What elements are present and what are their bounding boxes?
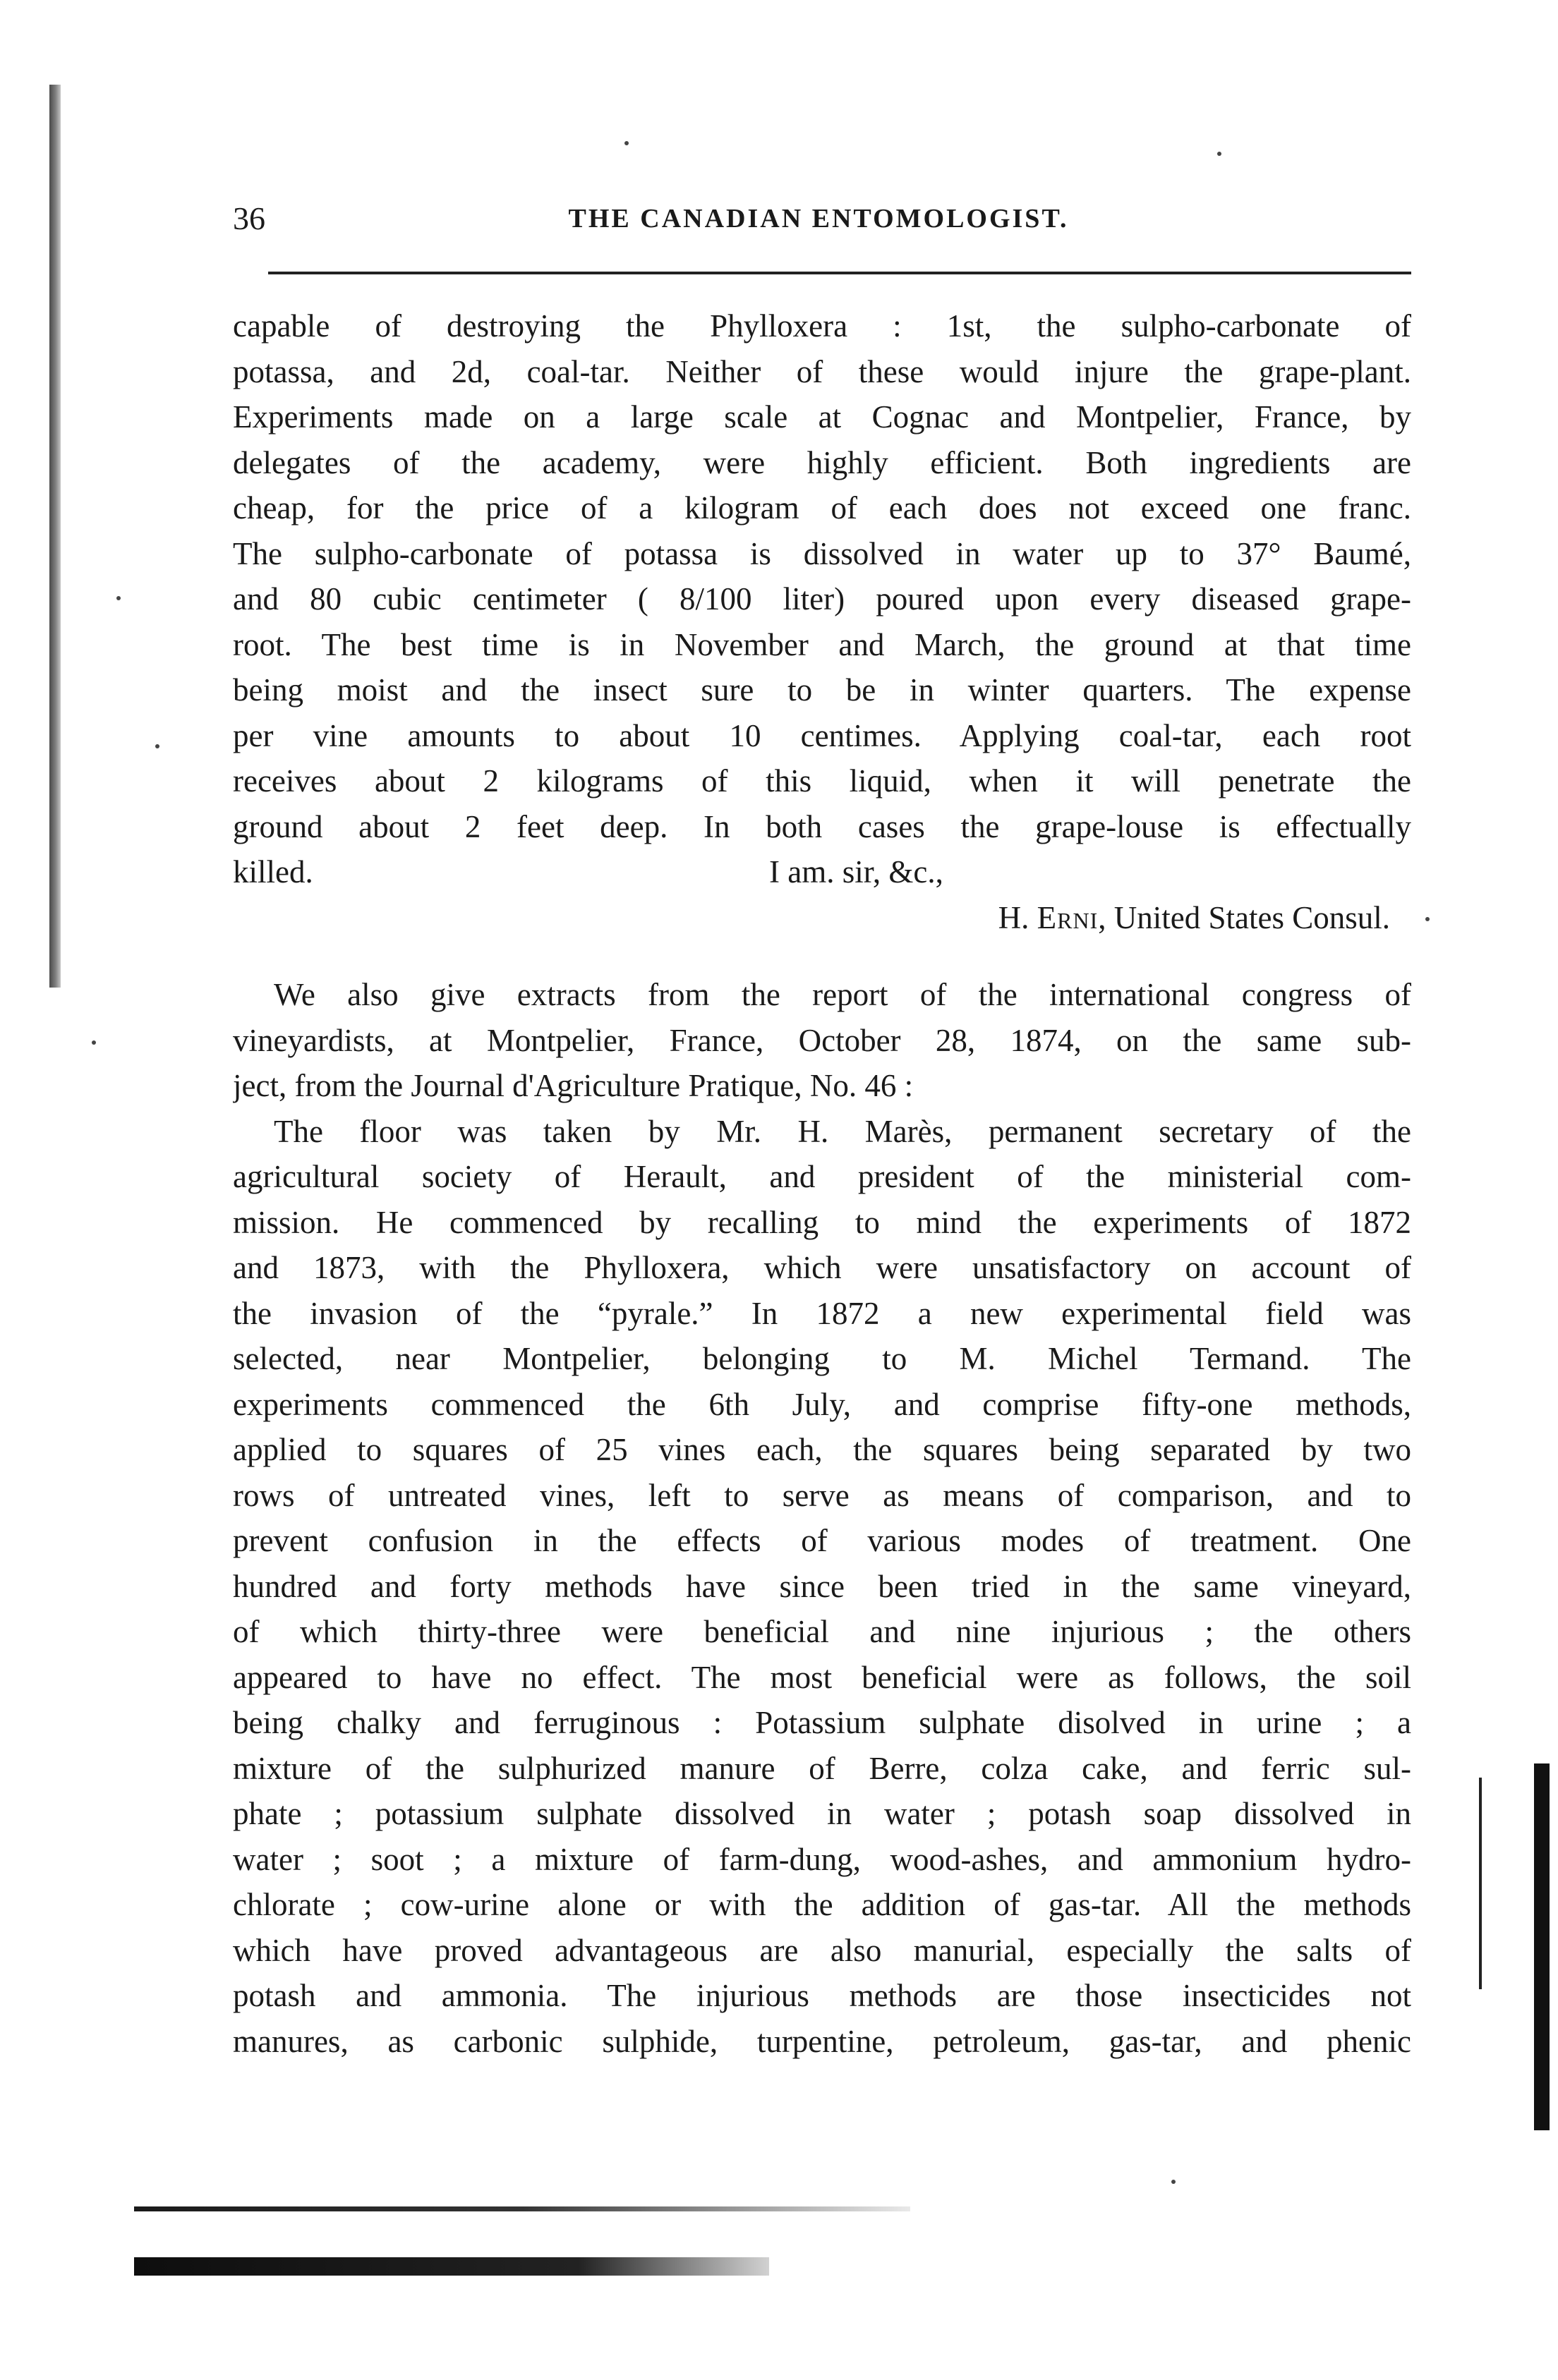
report-paragraph [233,1109,1411,2065]
text-line: experiments commenced the 6th July, and comprise fifty-one methods, [233,1386,1411,1422]
text-line: rows of untreated vines, left to serve as means of comparison, and to [233,1477,1411,1513]
text-line: chlorate ; cow-urine alone or with the addition of gas-tar. All the methods [233,1887,1411,1922]
text-line: selected, near Montpelier, belonging to M. Michel Termand. The [233,1341,1411,1376]
intro-paragraph [233,972,1411,1109]
scan-speck [155,744,159,748]
text-line: cheap, for the price of a kilogram of each does not exceed one franc. [233,490,1411,526]
text-line: the invasion of the “pyrale.” In 1872 a new experimental field was [233,1295,1411,1331]
text-line: mixture of the sulphurized manure of Berre, colza cake, and ferric sul- [233,1750,1411,1786]
scan-speck [116,596,121,600]
text-line: appeared to have no effect. The most beneficial were as follows, the soil [233,1659,1411,1695]
text-line: We also give extracts from the report of the international congress of [274,977,1411,1012]
text-line: vineyardists, at Montpelier, France, October 28, 1874, on the same sub- [233,1022,1411,1058]
text-line: phate ; potassium sulphate dissolved in water ; potash soap dissolved in [233,1796,1411,1831]
text-line: being chalky and ferruginous : Potassium sulphate disolved in urine ; a [233,1705,1411,1740]
text-line: applied to squares of 25 vines each, the squares being separated by two [233,1432,1411,1467]
letter-signature [233,895,1411,941]
text-line: The floor was taken by Mr. H. Marès, permanent secretary of the [274,1113,1411,1149]
text-line: ground about 2 feet deep. In both cases the grape-louse is effectually [233,808,1411,844]
signature-name: Erni [1037,899,1099,935]
text-line: capable of destroying the Phylloxera : 1st, the sulpho-carbonate of [233,308,1411,344]
scan-speck [624,141,629,145]
text-line: ject, from the Journal d'Agriculture Pratique, No. 46 : [233,1068,914,1103]
scan-edge-shadow [49,85,61,988]
scan-speck [1425,917,1430,921]
header-rule [268,272,1411,274]
text-line: The sulpho-carbonate of potassa is dissolved in water up to 37° Baumé, [233,535,1411,571]
text-line: agricultural society of Herault, and president of the ministerial com- [233,1159,1411,1194]
text-line: potash and ammonia. The injurious methods are those insecticides not [233,1978,1411,2013]
text-line: mission. He commenced by recalling to mind the experiments of 1872 [233,1204,1411,1240]
text-line: and 1873, with the Phylloxera, which were unsatisfactory on account of [233,1250,1411,1285]
running-title: THE CANADIAN ENTOMOLOGIST. [568,204,1069,233]
text-line: prevent confusion in the effects of various modes of treatment. One [233,1523,1411,1558]
letter-closing [233,849,1411,895]
text-line: potassa, and 2d, coal-tar. Neither of these would injure the grape-plant. [233,353,1411,389]
closing-salutation: I am. sir, &c., [769,854,943,890]
text-line: of which thirty-three were beneficial and nine injurious ; the others [233,1614,1411,1649]
text-line: hundred and forty methods have since been tried in the same vineyard, [233,1568,1411,1604]
scan-speck [1217,152,1221,156]
closing-word: killed. [233,854,313,890]
scan-margin-tick [1479,1778,1482,1989]
page-number: 36 [233,200,265,236]
scan-speck [1171,2180,1176,2184]
paragraph-gap [233,940,1411,972]
article-body [233,303,1411,2064]
consul-letter [233,303,1411,940]
scan-margin-bar [1534,1763,1550,2130]
text-line: and 80 cubic centimeter ( 8/100 liter) poured upon every diseased grape- [233,581,1411,617]
text-line: per vine amounts to about 10 centimes. Applying coal-tar, each root [233,717,1411,753]
text-line: manures, as carbonic sulphide, turpentine, petroleum, gas-tar, and phenic [233,2023,1411,2059]
page-header [233,198,1404,240]
signature-initial: H. [998,899,1037,935]
scan-bottom-smudge [134,2206,910,2211]
scan-bottom-bar [134,2257,769,2276]
text-line: receives about 2 kilograms of this liquid, when it will penetrate the [233,763,1411,799]
scan-speck [92,1040,96,1045]
text-line: Experiments made on a large scale at Cognac and Montpelier, France, by [233,399,1411,435]
text-line: which have proved advantageous are also manurial, especially the salts of [233,1932,1411,1968]
text-line: root. The best time is in November and March, the ground at that time [233,626,1411,662]
text-line: water ; soot ; a mixture of farm-dung, wood-ashes, and ammonium hydro- [233,1841,1411,1877]
text-line: delegates of the academy, were highly efficient. Both ingredients are [233,444,1411,480]
text-line: being moist and the insect sure to be in winter quarters. The expense [233,672,1411,708]
signature-title: , United States Consul. [1098,899,1390,935]
